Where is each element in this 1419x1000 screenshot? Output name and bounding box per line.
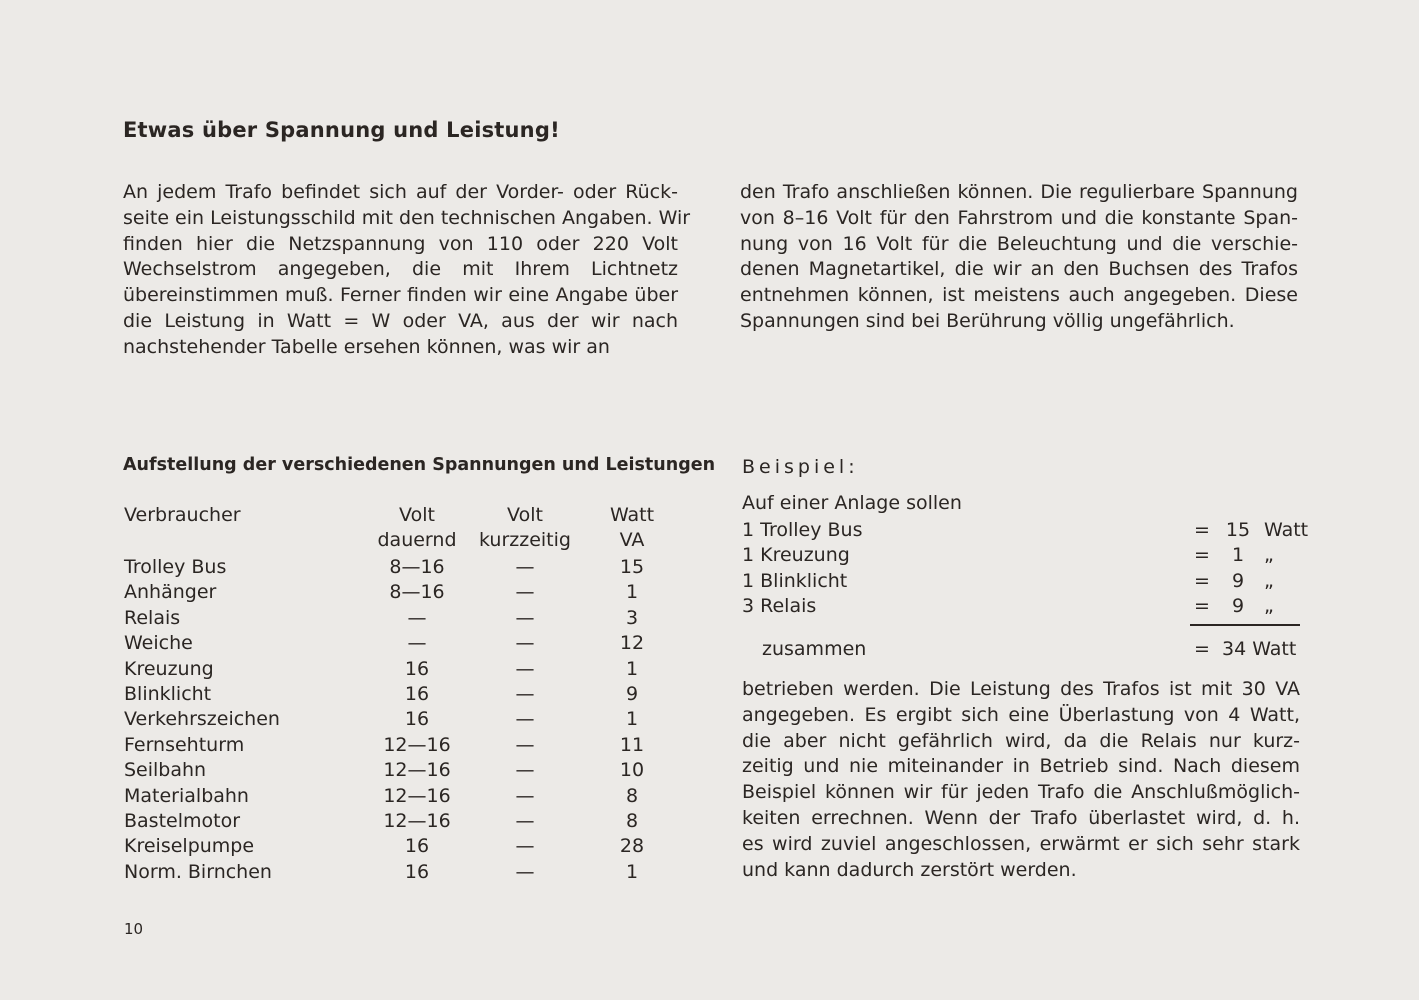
volt-continuous-cell: 8—16 <box>389 581 445 604</box>
volt-continuous-cell: 12—16 <box>383 759 451 782</box>
volt-continuous-cell: 8—16 <box>389 556 445 578</box>
consumer-name: Weiche <box>124 632 193 655</box>
consumer-name: Verkehrszeichen <box>124 708 280 731</box>
table-row <box>124 682 684 707</box>
text-line: nachstehender Tabelle ersehen können, was wir an <box>123 335 610 358</box>
table-row <box>124 555 684 580</box>
column-header-volt-continuous <box>362 503 472 553</box>
example-list <box>742 518 1309 620</box>
page-title: Etwas über Spannung und Leistung! <box>123 118 560 142</box>
sum-rule <box>1190 624 1300 626</box>
table-row <box>124 631 684 656</box>
watt-cell: 1 <box>625 860 639 883</box>
text-line: übereinstimmen muß. Ferner finden wir eine Angabe über <box>123 284 678 307</box>
watt-cell: 8 <box>625 784 639 807</box>
example-equals: = <box>1194 595 1210 618</box>
volt-continuous-cell: — <box>407 606 427 629</box>
example-total-equals: = <box>1194 638 1210 660</box>
volt-short-cell: — <box>515 632 535 655</box>
consumer-name: Blinklicht <box>124 682 212 705</box>
volt-short-cell: — <box>515 657 535 680</box>
text-line: nung von 16 Volt für die Beleuchtung und die verschie- <box>740 232 1298 255</box>
watt-cell: 28 <box>619 835 645 858</box>
column-header-volt-short <box>475 503 575 553</box>
volt-short-cell: — <box>515 809 535 832</box>
example-row <box>742 594 1302 619</box>
volt-short-cell: — <box>515 860 535 883</box>
column-header-volt-continuous-line2: dauernd <box>377 529 457 551</box>
consumer-name: Fernsehturm <box>124 733 245 756</box>
example-label: Beispiel: <box>742 456 859 478</box>
text-line: betrieben werden. Die Leistung des Trafos ist mit 30 VA <box>742 678 1300 700</box>
volt-short-cell: — <box>515 682 535 705</box>
text-line: keiten errechnen. Wenn der Trafo überlastet wird, d. h. <box>742 806 1300 829</box>
consumer-name: Bastelmotor <box>124 809 241 832</box>
watt-cell: 12 <box>619 632 645 655</box>
example-total-label: zusammen <box>762 638 867 660</box>
example-row <box>742 518 1309 543</box>
example-item: 1 Trolley Bus <box>742 519 863 541</box>
volt-short-cell: — <box>515 759 535 782</box>
watt-cell: 10 <box>619 759 645 782</box>
example-row <box>742 569 1302 594</box>
example-intro: Auf einer Anlage sollen <box>742 492 962 514</box>
text-line: Beispiel können wir für jeden Trafo die Anschlußmöglich- <box>742 781 1300 804</box>
consumer-name: Kreuzung <box>124 657 214 680</box>
column-header-consumer-label: Verbraucher <box>124 504 241 526</box>
watt-cell: 3 <box>625 606 639 629</box>
text-line: Spannungen sind bei Berührung völlig ungefährlich. <box>740 309 1235 332</box>
example-unit: „ <box>1264 544 1274 567</box>
volt-short-cell: — <box>515 581 535 604</box>
text-line: es wird zuviel angeschlossen, erwärmt er sich sehr stark <box>742 832 1300 855</box>
volt-continuous-cell: 16 <box>404 860 430 883</box>
intro-paragraph-left <box>123 180 691 361</box>
text-line: die aber nicht gefährlich wird, da die Relais nur kurz- <box>742 729 1300 752</box>
table-row <box>124 809 684 834</box>
table-row <box>124 657 684 682</box>
table-row <box>124 834 684 859</box>
column-header-volt-continuous-line1: Volt <box>399 504 435 526</box>
volt-continuous-cell: 16 <box>404 682 430 705</box>
consumer-table <box>124 555 684 885</box>
table-row <box>124 580 684 605</box>
watt-cell: 15 <box>619 556 645 578</box>
text-line: angegeben. Es ergibt sich eine Überlastung von 4 Watt, <box>742 703 1300 726</box>
text-line: entnehmen können, ist meistens auch angegeben. Diese <box>740 284 1298 307</box>
example-unit: Watt <box>1264 519 1309 541</box>
text-line: seite ein Leistungsschild mit den technischen Angaben. Wir <box>123 206 691 229</box>
watt-cell: 1 <box>625 708 639 731</box>
table-row <box>124 733 684 758</box>
volt-continuous-cell: 12—16 <box>383 809 451 832</box>
volt-continuous-cell: 16 <box>404 835 430 858</box>
example-item: 1 Kreuzung <box>742 544 850 567</box>
watt-cell: 1 <box>625 657 639 680</box>
column-header-consumer <box>124 503 241 528</box>
text-line: den Trafo anschließen können. Die regulierbare Spannung <box>740 181 1298 203</box>
text-line: und kann dadurch zerstört werden. <box>742 858 1077 881</box>
volt-short-cell: — <box>515 835 535 858</box>
example-equals: = <box>1194 519 1210 541</box>
table-row <box>124 758 684 783</box>
consumer-name: Seilbahn <box>124 759 207 782</box>
table-row <box>124 784 684 809</box>
consumer-name: Relais <box>124 606 181 629</box>
example-value: 15 <box>1225 519 1251 541</box>
volt-continuous-cell: 12—16 <box>383 784 451 807</box>
page-number: 10 <box>124 920 144 938</box>
watt-cell: 9 <box>625 682 639 705</box>
table-heading: Aufstellung der verschiedenen Spannungen und Leistungen <box>123 455 716 475</box>
text-line: Wechselstrom angegeben, die mit Ihrem Lichtnetz <box>123 258 678 281</box>
text-line: die Leistung in Watt = W oder VA, aus der wir nach <box>123 309 678 332</box>
consumer-name: Trolley Bus <box>124 556 227 578</box>
example-total-value: 34 Watt <box>1222 638 1297 660</box>
example-total <box>742 636 1302 662</box>
example-item: 3 Relais <box>742 595 817 618</box>
watt-cell: 8 <box>625 809 639 832</box>
example-value: 9 <box>1231 569 1245 592</box>
consumer-name: Anhänger <box>124 581 217 604</box>
watt-cell: 1 <box>625 581 639 604</box>
text-line: An jedem Trafo befindet sich auf der Vorder- oder Rück- <box>123 181 678 203</box>
example-equals: = <box>1194 569 1210 592</box>
column-header-watt <box>596 503 668 553</box>
example-equals: = <box>1194 544 1210 567</box>
table-row <box>124 860 684 885</box>
volt-continuous-cell: 12—16 <box>383 733 451 756</box>
volt-continuous-cell: 16 <box>404 657 430 680</box>
text-line: denen Magnetartikel, die wir an den Buchsen des Trafos <box>740 258 1298 281</box>
consumer-name: Norm. Birnchen <box>124 860 272 883</box>
volt-short-cell: — <box>515 556 535 578</box>
example-item: 1 Blinklicht <box>742 569 848 592</box>
column-header-volt-short-line1: Volt <box>507 504 543 526</box>
watt-cell: 11 <box>619 733 645 756</box>
volt-continuous-cell: — <box>407 632 427 655</box>
volt-short-cell: — <box>515 708 535 731</box>
volt-continuous-cell: 16 <box>404 708 430 731</box>
volt-short-cell: — <box>515 733 535 756</box>
example-row <box>742 543 1302 568</box>
volt-short-cell: — <box>515 784 535 807</box>
column-header-volt-short-line2: kurzzeitig <box>479 529 571 551</box>
column-header-watt-line2: VA <box>619 529 645 551</box>
example-unit: „ <box>1264 569 1274 592</box>
table-row <box>124 707 684 732</box>
example-value: 9 <box>1231 595 1245 618</box>
consumer-name: Kreiselpumpe <box>124 835 255 858</box>
column-header-watt-line1: Watt <box>609 504 655 526</box>
intro-paragraph-right <box>740 180 1298 335</box>
text-line: von 8–16 Volt für den Fahrstrom und die konstante Span- <box>740 206 1298 229</box>
consumer-name: Materialbahn <box>124 784 249 807</box>
example-unit: „ <box>1264 595 1274 618</box>
text-line: zeitig und nie miteinander in Betrieb sind. Nach diesem <box>742 755 1300 778</box>
text-line: finden hier die Netzspannung von 110 oder 220 Volt <box>123 232 678 255</box>
example-value: 1 <box>1231 544 1245 567</box>
table-row <box>124 606 684 631</box>
conclusion-paragraph <box>742 677 1300 883</box>
volt-short-cell: — <box>515 606 535 629</box>
